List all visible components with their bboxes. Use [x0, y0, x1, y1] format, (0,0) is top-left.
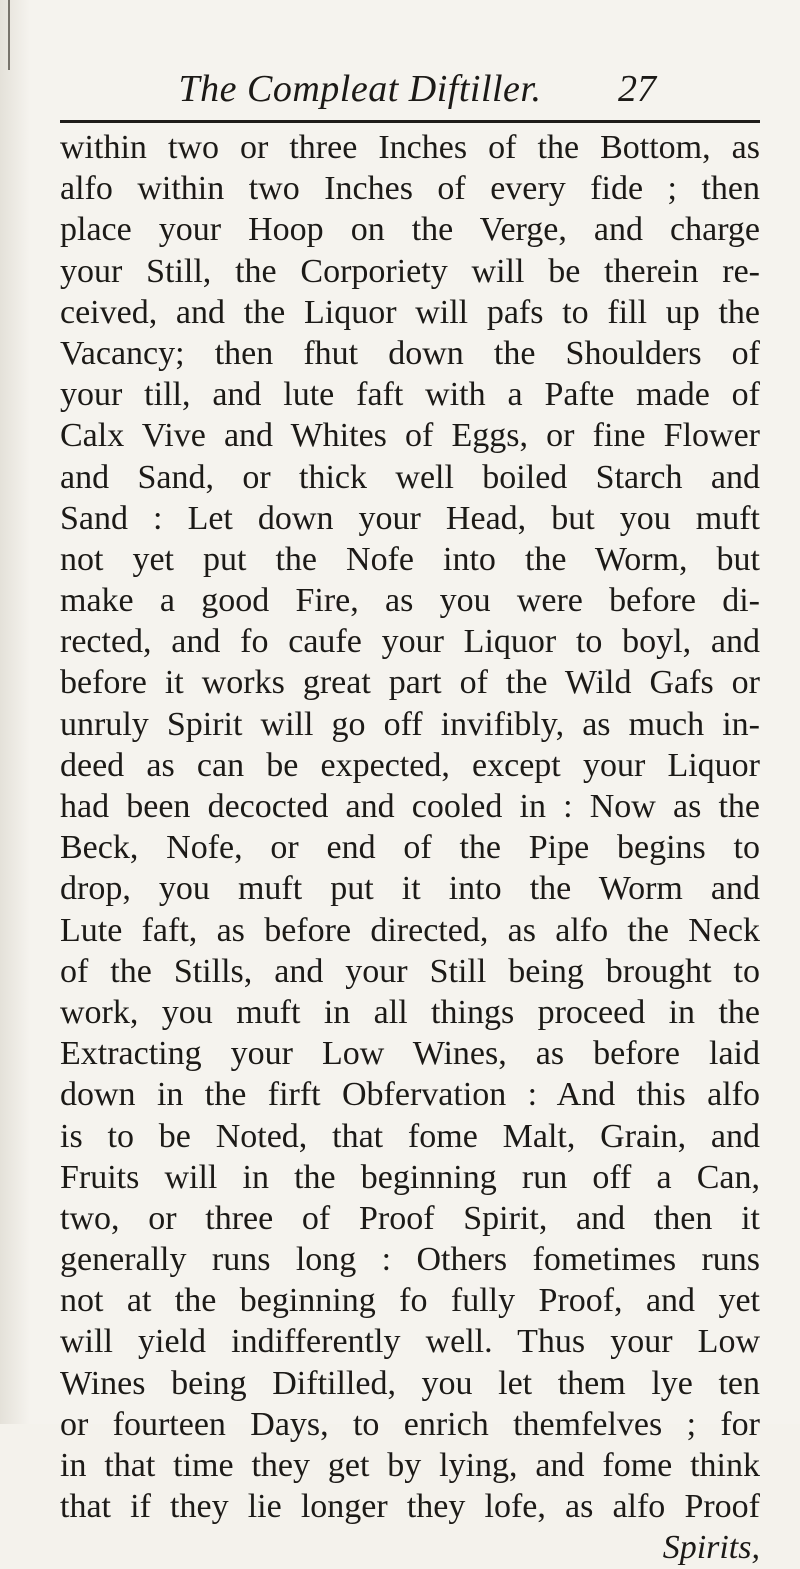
text-line: place your Hoop on the Verge, and charge	[60, 211, 760, 249]
text-line: your till, and lute faft with a Pafte made of	[60, 376, 760, 414]
text-line: Vacancy; then fhut down the Shoulders of	[60, 334, 760, 372]
text-line: Wines being Diftilled, you let them lye ten	[60, 1364, 760, 1402]
text-line: rected, and fo caufe your Liquor to boyl, and	[60, 623, 760, 661]
text-line: within two or three Inches of the Bottom, as	[60, 129, 760, 166]
text-line: your Still, the Corporiety will be therein re-	[60, 252, 760, 290]
text-line: deed as can be expected, except your Liquor	[60, 746, 760, 784]
body-text	[60, 127, 760, 1569]
text-line: Sand : Let down your Head, but you muft	[60, 499, 760, 537]
running-title: The Compleat Diftiller.	[178, 68, 542, 110]
torn-page-edge	[8, 0, 16, 70]
text-line: not at the beginning fo fully Proof, and yet	[60, 1282, 760, 1320]
text-line: alfo within two Inches of every fide ; then	[60, 170, 760, 208]
text-line: down in the firft Obfervation : And this alfo	[60, 1076, 760, 1114]
text-line: not yet put the Nofe into the Worm, but	[60, 540, 760, 578]
header-rule	[60, 120, 760, 123]
text-line: Calx Vive and Whites of Eggs, or fine Flower	[60, 417, 760, 455]
text-line: Extracting your Low Wines, as before laid	[60, 1035, 760, 1073]
text-line: in that time they get by lying, and fome think	[60, 1447, 760, 1484]
text-line: ceived, and the Liquor will pafs to fill up the	[60, 293, 760, 331]
text-line: unruly Spirit will go off invifibly, as much in-	[60, 705, 760, 743]
page-number: 27	[618, 68, 656, 110]
text-line: generally runs long : Others fometimes runs	[60, 1241, 760, 1279]
text-line: had been decocted and cooled in : Now as the	[60, 788, 760, 825]
text-line: or fourteen Days, to enrich themfelves ; for	[60, 1405, 760, 1443]
text-line: drop, you muft put it into the Worm and	[60, 870, 760, 908]
catchword: Spirits,	[662, 1529, 760, 1567]
text-line: is to be Noted, that fome Malt, Grain, and	[60, 1117, 760, 1155]
text-line: make a good Fire, as you were before di-	[60, 582, 760, 620]
text-line: Beck, Nofe, or end of the Pipe begins to	[60, 829, 760, 867]
text-line: of the Stills, and your Still being brought to	[60, 952, 760, 990]
text-line: will yield indifferently well. Thus your Low	[60, 1323, 760, 1361]
text-line: two, or three of Proof Spirit, and then it	[60, 1199, 760, 1237]
page-header	[0, 62, 800, 116]
text-line: Fruits will in the beginning run off a Can,	[60, 1158, 760, 1196]
text-line: that if they lie longer they lofe, as alfo Proof	[60, 1488, 760, 1526]
text-line: and Sand, or thick well boiled Starch and	[60, 458, 760, 496]
text-line: Lute faft, as before directed, as alfo the Neck	[60, 911, 760, 949]
text-line: before it works great part of the Wild Gafs or	[60, 664, 760, 702]
page-gutter-shadow	[0, 0, 30, 1424]
text-line: work, you muft in all things proceed in the	[60, 993, 760, 1031]
